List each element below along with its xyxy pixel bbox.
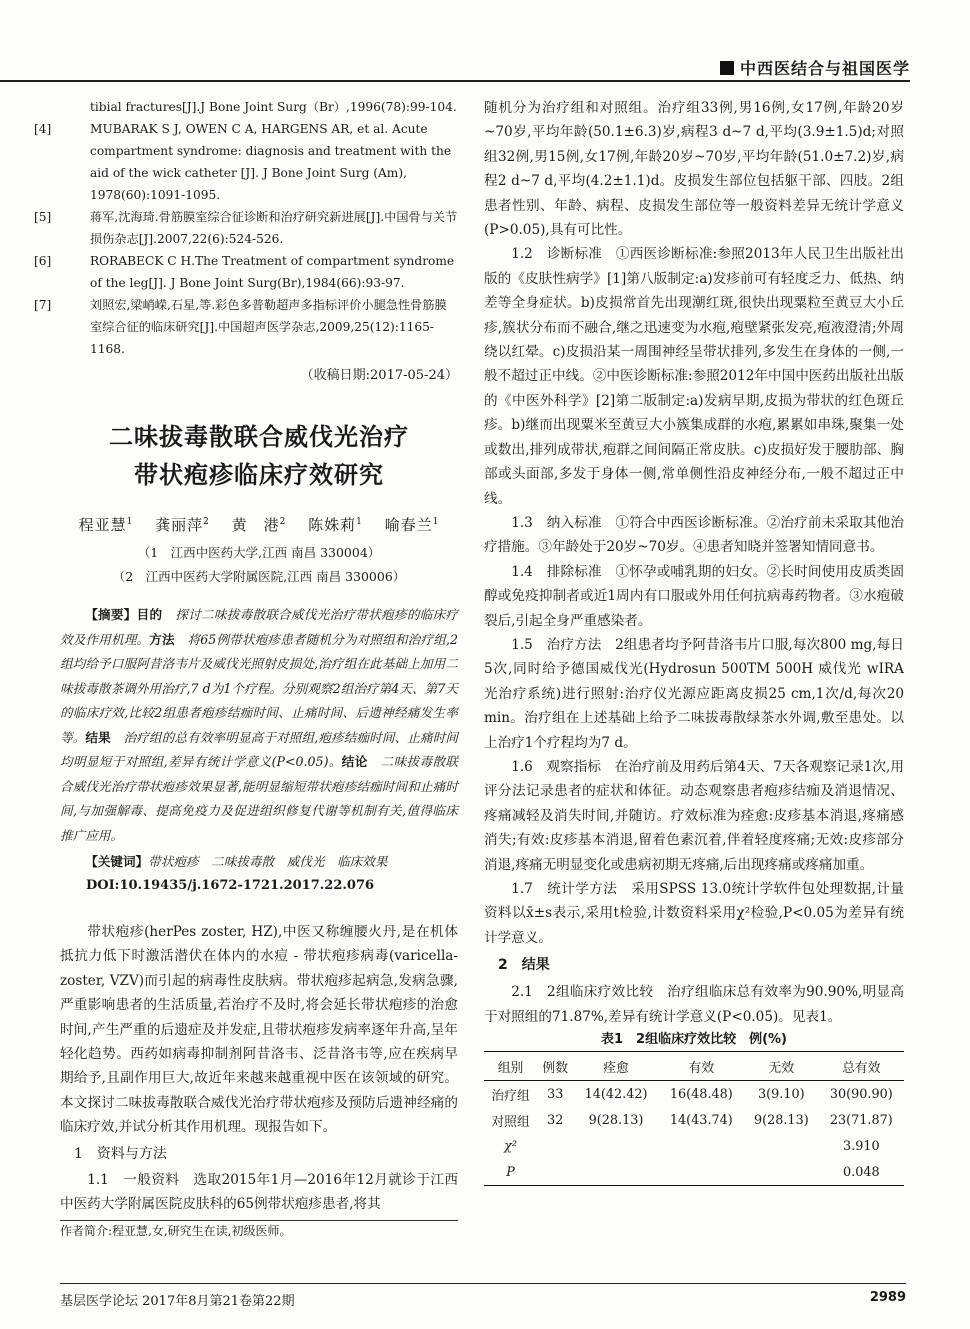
doi: DOI:10.19435/j.1672-1721.2017.22.076 (86, 878, 375, 893)
footnote: 作者简介:程亚慧,女,研究生在读,初级医师。 (60, 1224, 292, 1239)
section-heading: 1 资料与方法 (74, 1145, 167, 1162)
keywords: 【关键词】带状疱疹 二味拔毒散 威伐光 临床效果 (85, 854, 388, 869)
header-rule (0, 80, 910, 82)
section-paragraph: 2.1 2组临床疗效比较 治疗组临床总有效率为90.90%,明显高于对照组的71.87%,差异有统计学意义(P<0.05)。见表1。 (484, 984, 904, 1025)
table-header-row (484, 1052, 904, 1081)
reference-continued: tibial fractures[J].J Bone Joint Surg（Br）,1996(78):99-104. (90, 100, 457, 114)
right-column (484, 96, 904, 1186)
table-caption: 表1 2组临床疗效比较 例(%) (601, 1032, 787, 1048)
table-row: 治疗组 33 14(42.42) 16(48.48) 3(9.10) 30(90.90) (491, 1086, 893, 1104)
page-footer (60, 1290, 906, 1309)
left-column (34, 96, 459, 1241)
table-header-cell: 例数 (537, 1052, 573, 1081)
table-header-cell: 总有效 (819, 1052, 904, 1081)
intro-paragraph: 带状疱疹(herPes zoster, HZ),中医又称缠腰火丹,是在机体抵抗力低下时激活潜伏在体内的水痘 - 带状疱疹病毒(varicella-zoster, VZV)而引起的病毒性皮肤病。带状疱疹起病急,发病急骤,严重影响患者的生活质量,若治疗不及时,将会延长带状疱疹的治愈时间,产生严重的后遗症及并发症,且带状疱疹发病率逐年升高,呈年轻化趋势。西药如病毒抑制剂阿昔洛韦、泛昔洛韦等,应在疾病早期给予,且副作用巨大,故近年来越来越重视中医在该领域的研究。本文探讨二味拔毒散联合威伐光治疗带状疱疹及预防后遗神经痛的临床疗效,并试分析其作用机理。现报告如下。 (60, 924, 458, 1136)
journal-header: 中西医结合与祖国医学 (720, 56, 910, 79)
received-date: （收稿日期:2017-05-24） (300, 368, 458, 383)
section-paragraph: 1.6 观察指标 在治疗前及用药后第4天、7天各观察记录1次,用评分法记录患者的症状和体征。动态观察患者疱疹结痂及消退情况、疼痛减轻及消失时间,并随访。疗效标准为痊愈:皮疹基本消退,疼痛感消失;有效:皮疹基本消退,留着色素沉着,伴着轻度疼痛;无效:皮疹部分消退,疼痛无明显变化或患病初期无疼痛,后出现疼痛或疼痛加重。 (484, 758, 904, 873)
table-header-cell: 痊愈 (573, 1052, 658, 1081)
article-title: 二味拔毒散联合威伐光治疗 带状疱疹临床疗效研究 (109, 423, 409, 489)
footer-rule (60, 1283, 906, 1284)
reference-item: [6] RORABECK C H.The Treatment of compartment syndrome of the leg[J]. J Bone Joint Surg(Br),1984(66):93-97. (34, 254, 455, 290)
footer-journal: 基层医学论坛 2017年8月第21卷第22期 (60, 1294, 295, 1309)
section-paragraph: 1.1 一般资料 选取2015年1月—2016年12月就诊于江西中医药大学附属医院皮肤科的65例带状疱疹患者,将其 (60, 1171, 458, 1213)
page-number: 2989 (869, 1290, 906, 1305)
author-list: 程亚慧$^1$ 龚丽萍$^2$ 黄 港$^2$ 陈姝莉$^1$ 喻春兰$^1$ (78, 516, 440, 534)
table-header-cell: 无效 (744, 1052, 819, 1081)
reference-item: [4] MUBARAK S J, OWEN C A, HARGENS AR, et al. Acute compartment syndrome: diagnosis and treatment with the aid of the wick catheter [J]. J Bone Joint Surg (Am), 1978(60):1091-1095. (34, 122, 452, 202)
reference-item: [7] 刘照宏,梁峭嵘,石星,等.彩色多普勒超声多指标评价小腿急性骨筋膜室综合征的临床研究[J].中国超声医学杂志,2009,25(12):1165-1168. (34, 298, 447, 356)
table-row: χ² 3.910 (504, 1138, 880, 1154)
section-paragraph: 随机分为治疗组和对照组。治疗组33例,男16例,女17例,年龄20岁~70岁,平均年龄(50.1±6.3)岁,病程3 d~7 d,平均(3.9±1.5)d;对照组32例,男15例,女17例,年龄20岁~70岁,平均年龄(51.0±7.2)岁,病程2 d~7 d,平均(4.2±1.1)d。皮损发生部位包括躯干部、四肢。2组患者性别、年龄、病程、皮损发生部位等一般资料差异无统计学意义(P>0.05),具有可比性。 (484, 100, 904, 239)
section-paragraph: 1.5 治疗方法 2组患者均予阿昔洛韦片口服,每次800 mg,每日5次,同时给予德国威伐光(Hydrosun 500TM 500H 威伐光 wIRA 光治疗系统)进行照射:治疗仪光源应距离皮损25 cm,1次/d,每次20 min。治疗组在上述基础上给予二味拔毒散绿茶水外调,敷至患处。以上治疗1个疗程均为7 d。 (484, 636, 904, 751)
section-paragraph: 1.3 纳入标准 ①符合中西医诊断标准。②治疗前未采取其他治疗措施。③年龄处于20岁~70岁。④患者知晓并签署知情同意书。 (484, 514, 904, 556)
header-square-icon (720, 61, 734, 75)
section-heading: 2 结果 (498, 957, 550, 974)
table-row: P 0.048 (484, 1159, 904, 1186)
table-row: 对照组 32 9(28.13) 14(43.74) 9(28.13) 23(71.87) (491, 1112, 893, 1130)
reference-item: [5] 蒋军,沈海琦.骨筋膜室综合征诊断和治疗研究新进展[J].中国骨与关节损伤杂志[J].2007,22(6):524-526. (34, 210, 458, 246)
section-paragraph: 1.4 排除标准 ①怀孕或哺乳期的妇女。②长时间使用皮质类固醇或免疫抑制者或近1周内有口服或外用任何抗病毒药物者。③水疱破裂后,引起全身严重感染者。 (484, 563, 904, 629)
results-table (484, 1051, 904, 1186)
table-header-cell: 有效 (659, 1052, 744, 1081)
abstract: 【摘要】目的 探讨二味拔毒散联合威伐光治疗带状疱疹的临床疗效及作用机理。方法 将65例带状疱疹患者随机分为对照组和治疗组,2组均给予口服阿昔洛韦片及威伐光照射皮损处,治疗组在此基础上加用二味拔毒散茶调外用治疗,7 d为1个疗程。分别观察2组治疗第4天、第7天的临床疗效,比较2组患者疱疹结痂时间、止痛时间、后遗神经痛发生率等。结果 治疗组的总有效率明显高于对照组,疱疹结痂时间、止痛时间均明显短于对照组,差异有统计学意义(P<0.05)。结论 二味拔毒散联合威伐光治疗带状疱疹效果显著,能明显缩短带状疱疹结痂时间和止痛时间,与加强解毒、提高免疫力及促进组织修复代谢等机制有关,值得临床推广应用。 (60, 607, 459, 843)
section-paragraph: 1.2 诊断标准 ①西医诊断标准:参照2013年人民卫生出版社出版的《皮肤性病学》[1]第八版制定:a)发疹前可有轻度乏力、低热、纳差等全身症状。b)皮损常首先出现潮红斑,很快出现粟粒至黄豆大小丘疹,簇状分布而不融合,继之迅速变为水疱,疱壁紧张发亮,疱液澄清;外周绕以红晕。c)皮损沿某一周围神经呈带状排列,多发生在身体的一侧,一般不超过正中线。②中医诊断标准:参照2012年中国中医药出版社出版的《中医外科学》[2]第二版制定:a)发病早期,皮损为带状的红色斑丘疹。b)继而出现粟米至黄豆大小簇集成群的水疱,累累如串珠,聚集一处或数出,排列成带状,疱群之间间隔正常皮肤。c)皮损好发于腰肋部、胸部或头面部,多发于身体一侧,常单侧性沿皮神经分布,一般不超过正中线。 (484, 246, 904, 507)
affiliations: （1 江西中医药大学,江西 南昌 330004） （2 江西中医药大学附属医院,江西 南昌 330006） (112, 545, 406, 584)
section-paragraph: 1.7 统计学方法 采用SPSS 13.0统计学软件包处理数据,计量资料以x̄±s表示,采用t检验,计数资料采用χ²检验,P<0.05为差异有统计学意义。 (484, 881, 904, 946)
table-header-cell: 组别 (484, 1052, 537, 1081)
